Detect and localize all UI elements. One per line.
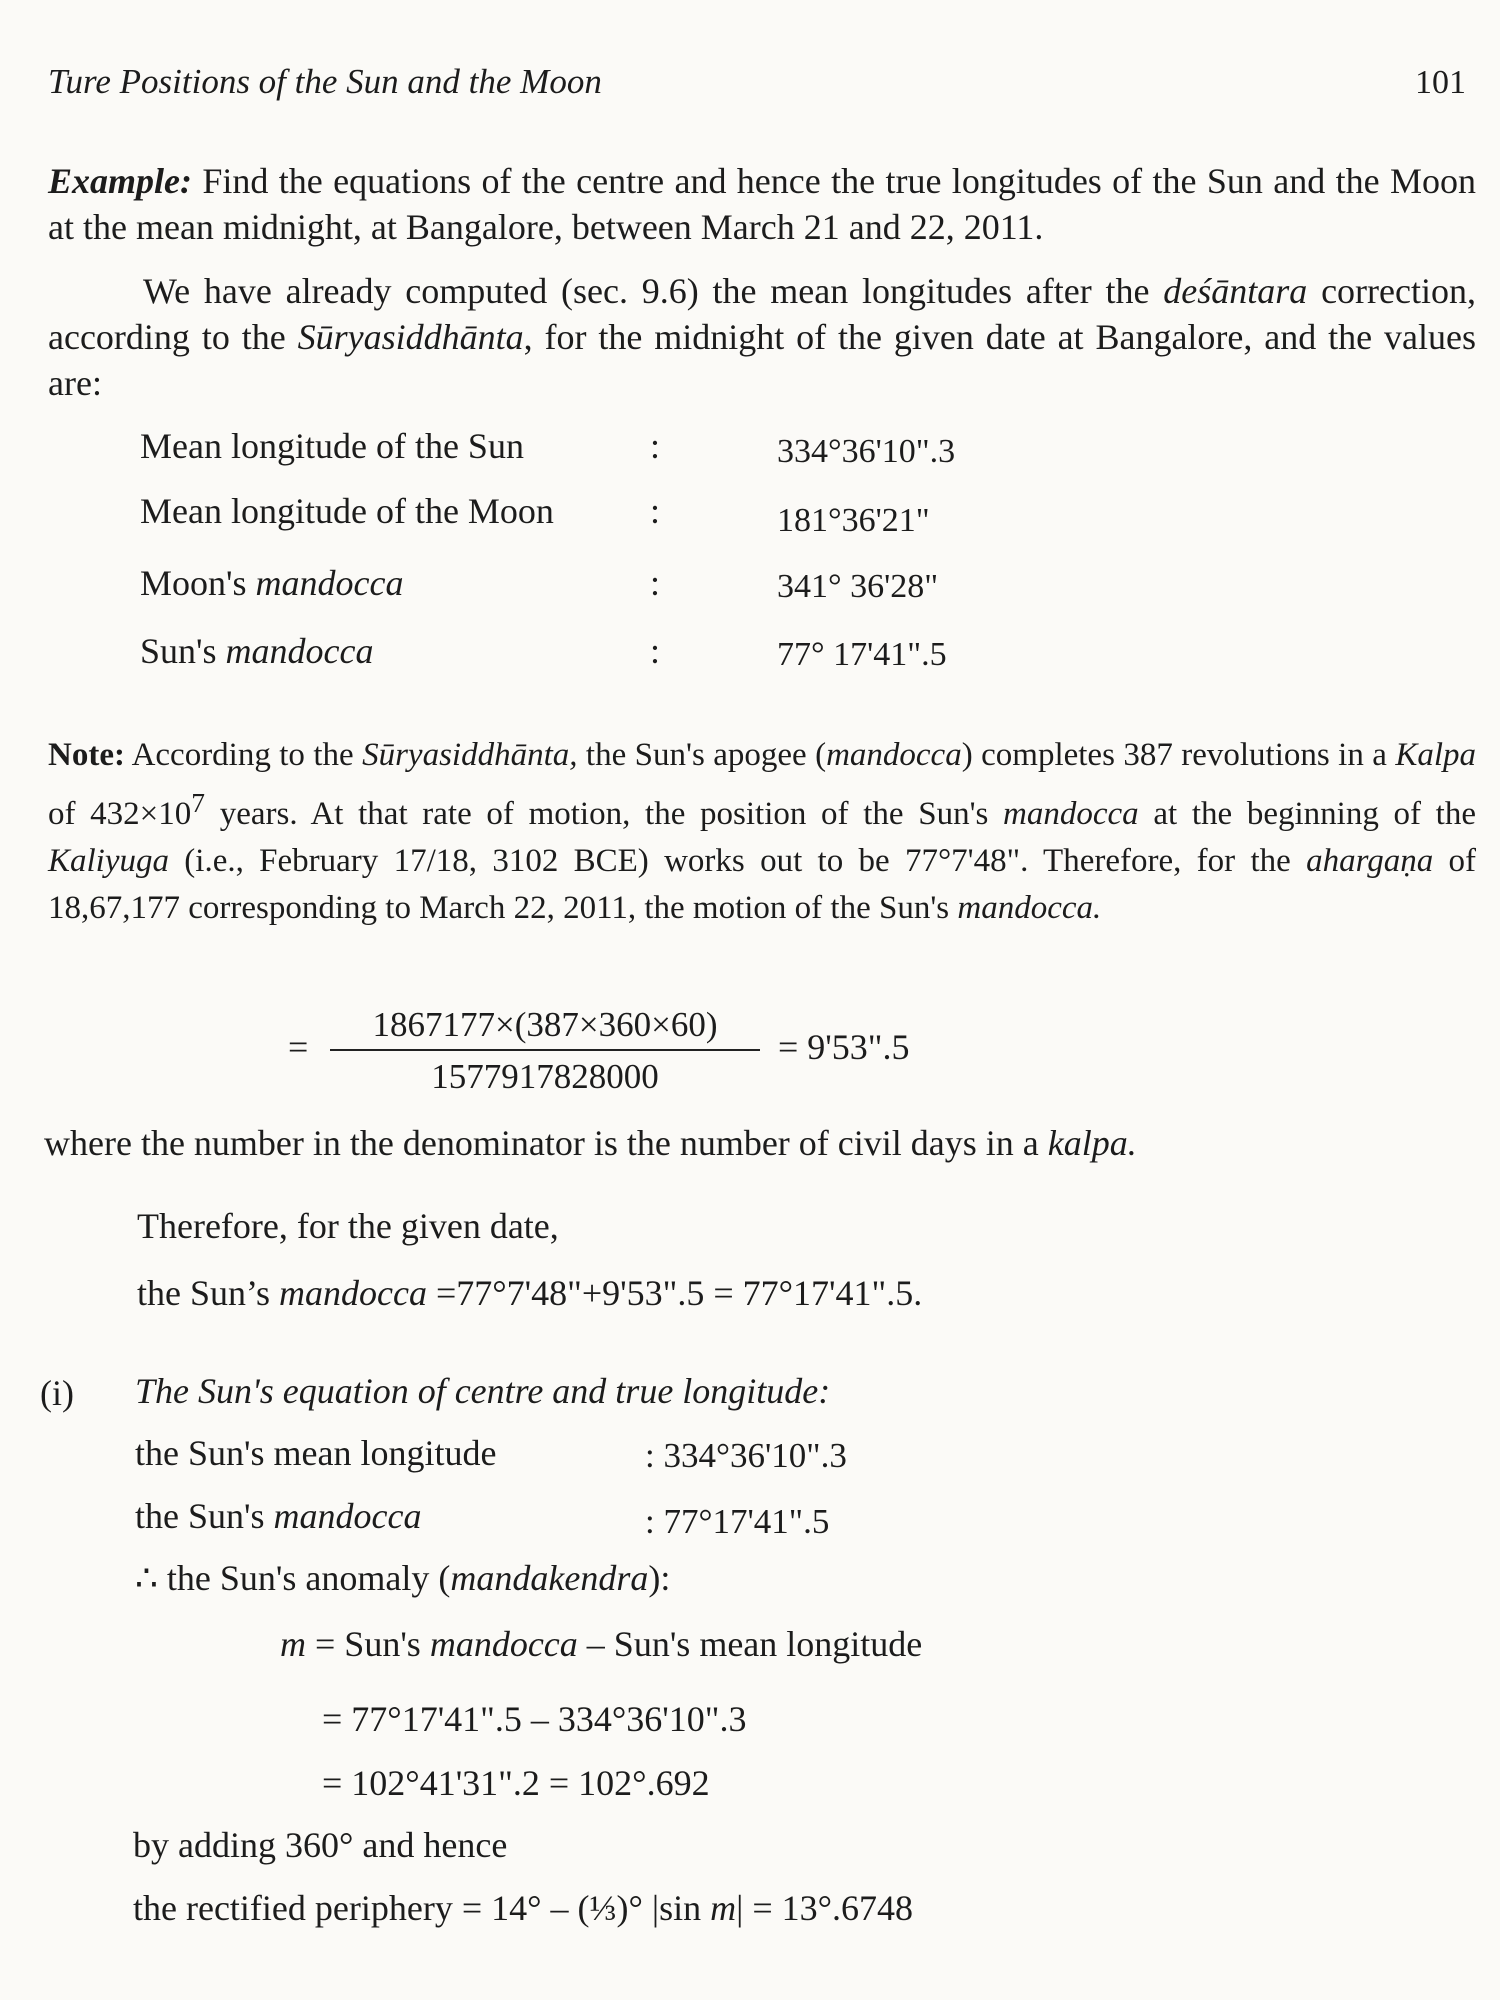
fraction-result: = 9'53".5 — [778, 1027, 910, 1067]
rectified-periphery: the rectified periphery = 14° – (⅓)° |sin m| = 13°.6748 — [133, 1888, 914, 1928]
sun-mean-longitude-label: the Sun's mean longitude — [135, 1433, 497, 1473]
value-colon-2: : — [650, 563, 661, 603]
anomaly-step-3: = 102°41'31".2 = 102°.692 — [322, 1763, 710, 1803]
value-label-1: Mean longitude of the Moon — [140, 491, 554, 531]
value-1: 181°36'21" — [777, 502, 930, 539]
fraction-denominator: 1577917828000 — [431, 1057, 659, 1096]
value-label-2: Moon's mandocca — [140, 563, 404, 603]
running-title: Ture Positions of the Sun and the Moon — [48, 62, 602, 101]
intro-text-3: , for the midnight of the given date at Bangalore, and the values are: — [48, 317, 1476, 403]
anomaly-equation: m = Sun's mandocca – Sun's mean longitude — [280, 1624, 923, 1664]
sun-mandocca-value: : 77°17'41".5 — [645, 1502, 830, 1541]
note-paragraph: Note: According to the Sūryasiddhānta, the Sun's apogee (mandocca) completes 387 revolutions in a Kalpa of $432\times 10^7$ years. At that rate of motion, the position of the Sun's mandocca at the beginning of the Kaliyuga (i.e., February 17/18, 3102 BCE) works out to be 77°7'48". Therefore, for the ahargaṇa of 18,67,177 corresponding to March 22, 2011, the motion of the Sun's mandocca. — [48, 737, 1476, 926]
sun-mandocca-label: the Sun's mandocca — [135, 1496, 422, 1536]
value-0: 334°36'10".3 — [777, 433, 956, 470]
value-colon-0: : — [650, 426, 661, 466]
where-line: where the number in the denominator is the number of civil days in a kalpa. — [44, 1123, 1137, 1163]
intro-text-2: correction, according to the — [48, 271, 1476, 357]
note-exponent: 7 — [191, 787, 206, 818]
adding-line: by adding 360° and hence — [133, 1825, 508, 1865]
value-label-0: Mean longitude of the Sun — [140, 426, 524, 466]
note-label: Note: — [48, 737, 125, 773]
suns-mandocca-result: the Sun’s mandocca =77°7'48"+9'53".5 = 77°17'41".5. — [137, 1273, 923, 1313]
value-colon-1: : — [650, 491, 661, 531]
page-number: 101 — [1415, 64, 1466, 101]
example-text: Find the equations of the centre and hence the true longitudes of the Sun and the Moon at the mean midnight, at Bangalore, between March 21 and 22, 2011. — [48, 161, 1476, 247]
value-label-3: Sun's mandocca — [140, 631, 374, 671]
example-label: Example: — [48, 161, 192, 201]
fraction-lhs-equals: = — [288, 1027, 309, 1067]
intro-paragraph — [48, 268, 1476, 406]
anomaly-line: ∴ the Sun's anomaly (mandakendra): — [135, 1558, 671, 1598]
anomaly-step-2: = 77°17'41".5 – 334°36'10".3 — [322, 1699, 747, 1739]
value-2: 341° 36'28" — [777, 568, 939, 605]
intro-suryasiddhanta: Sūryasiddhānta — [297, 317, 524, 357]
value-colon-3: : — [650, 631, 661, 671]
section-heading: The Sun's equation of centre and true longitude: — [135, 1371, 831, 1411]
therefore-line: Therefore, for the given date, — [137, 1206, 559, 1246]
sun-mean-longitude-value: : 334°36'10".3 — [645, 1436, 847, 1475]
intro-text-1: We have already computed (sec. 9.6) the mean longitudes after the — [143, 271, 1164, 311]
fraction — [330, 1005, 760, 1097]
example-paragraph — [48, 158, 1476, 250]
fraction-numerator: 1867177×(387×360×60) — [372, 1005, 718, 1044]
intro-desantara: deśāntara — [1163, 271, 1308, 311]
value-3: 77° 17'41".5 — [777, 636, 947, 673]
section-tag: (i) — [40, 1373, 74, 1413]
